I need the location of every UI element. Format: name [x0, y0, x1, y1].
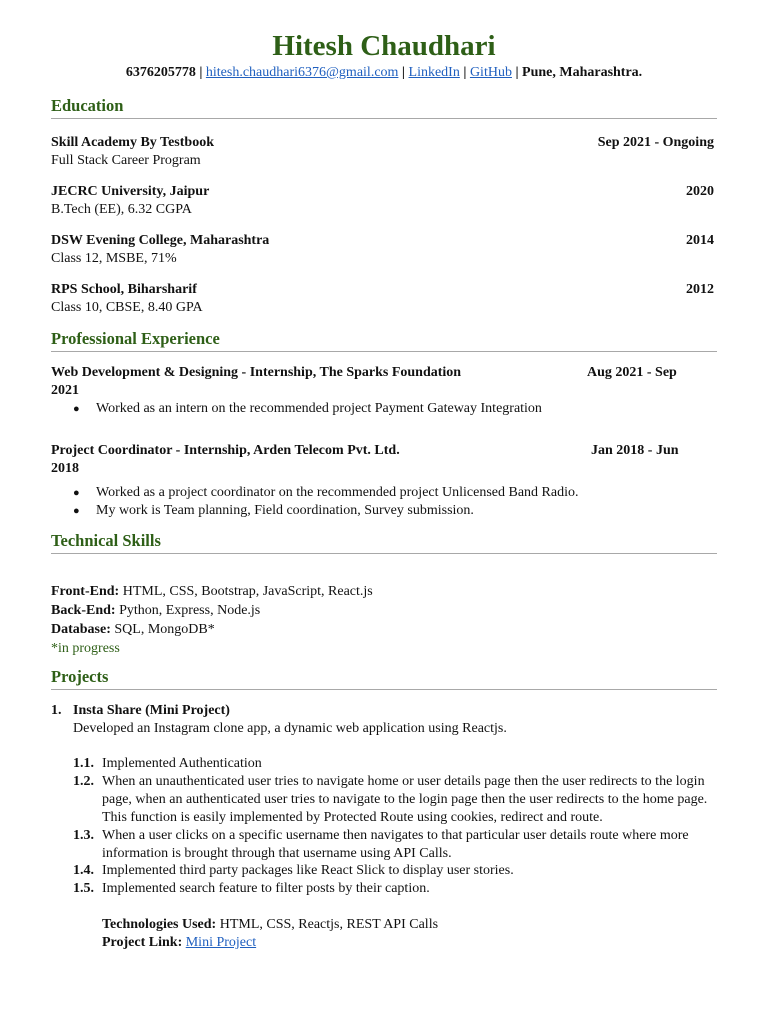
github-link[interactable]: GitHub	[469, 65, 512, 80]
education-item	[51, 232, 714, 268]
skill-label: Database:	[51, 622, 111, 637]
tech-label: Technologies Used:	[102, 917, 217, 932]
skill-value: SQL, MongoDB*	[110, 622, 215, 637]
skills-heading: Technical Skills	[51, 531, 717, 554]
education-detail: Class 12, MSBE, 71%	[51, 251, 177, 266]
bullet-text: Worked as a project coordinator on the recommended project Unlicensed Band Radio.	[96, 485, 579, 500]
education-detail: B.Tech (EE), 6.32 CGPA	[51, 202, 192, 217]
linkedin-link[interactable]: LinkedIn	[408, 65, 460, 80]
tech-value: HTML, CSS, Reactjs, REST API Calls	[216, 917, 439, 932]
contact-line	[0, 64, 768, 82]
separator: |	[459, 65, 470, 80]
education-date: Sep 2021 - Ongoing	[597, 135, 714, 150]
separator: |	[398, 65, 409, 80]
school-name: Skill Academy By Testbook	[51, 135, 214, 150]
school-name: JECRC University, Jaipur	[51, 184, 210, 199]
bullet-text: My work is Team planning, Field coordination, Survey submission.	[96, 503, 474, 518]
skill-value: Python, Express, Node.js	[115, 603, 261, 618]
skill-value: HTML, CSS, Bootstrap, JavaScript, React.js	[119, 584, 373, 599]
education-item	[51, 281, 714, 317]
education-date: 2020	[686, 184, 714, 199]
education-heading: Education	[51, 96, 717, 119]
bullet-icon: ●	[73, 505, 80, 517]
school-name: DSW Evening College, Maharashtra	[51, 233, 270, 248]
candidate-name: Hitesh Chaudhari	[272, 30, 496, 62]
project-description: Developed an Instagram clone app, a dynamic web application using Reactjs.	[73, 721, 507, 736]
experience-role: Web Development & Designing - Internship, The Sparks Foundation	[51, 365, 462, 380]
education-date: 2012	[686, 282, 714, 297]
point-number: 1.2.	[73, 774, 94, 789]
bullet-text: Worked as an intern on the recommended project Payment Gateway Integration	[96, 401, 542, 416]
phone: 6376205778	[125, 65, 196, 80]
skill-line-backend	[51, 602, 714, 620]
skill-line-frontend	[51, 583, 714, 601]
project-number: 1.	[51, 703, 62, 718]
project-link[interactable]: Mini Project	[185, 935, 257, 950]
experience-role: Project Coordinator - Internship, Arden Telecom Pvt. Ltd.	[51, 443, 400, 458]
project-link-line	[102, 934, 702, 952]
school-name: RPS School, Biharsharif	[51, 282, 197, 297]
point-number: 1.1.	[73, 756, 94, 771]
project-technologies	[102, 916, 702, 934]
projects-heading: Projects	[51, 667, 717, 690]
point-text: When a user clicks on a specific username then navigates to that particular user details route where more information is brought through that username using API Calls.	[102, 828, 689, 861]
point-number: 1.4.	[73, 863, 94, 878]
education-detail: Class 10, CBSE, 8.40 GPA	[51, 300, 203, 315]
project-item	[51, 702, 721, 736]
point-text: Implemented third party packages like React Slick to display user stories.	[102, 863, 514, 878]
skill-line-database	[51, 621, 714, 639]
bullet-icon: ●	[73, 487, 80, 499]
education-detail: Full Stack Career Program	[51, 153, 201, 168]
point-text: Implemented search feature to filter posts by their caption.	[102, 881, 430, 896]
skills-note: *in progress	[51, 641, 120, 656]
experience-date: Jan 2018 - Jun	[591, 443, 679, 458]
education-item	[51, 183, 714, 219]
email-link[interactable]: hitesh.chaudhari6376@gmail.com	[205, 65, 399, 80]
education-date: 2014	[686, 233, 714, 248]
location: | Pune, Maharashtra.	[511, 65, 643, 80]
separator: |	[195, 65, 206, 80]
project-name: Insta Share (Mini Project)	[73, 703, 230, 718]
skill-label: Front-End:	[51, 584, 120, 599]
link-label: Project Link:	[102, 935, 183, 950]
point-text: When an unauthenticated user tries to navigate home or user details page then the user redirects to the login page, when an authenticated user tries to navigate to the login page then the user redirects to the home page. This function is easily implemented by Protected Route using cookies, redirect and route.	[102, 774, 708, 825]
point-text: Implemented Authentication	[102, 756, 262, 771]
education-item	[51, 134, 714, 170]
experience-date-cont: 2018	[51, 461, 79, 476]
bullet-icon: ●	[73, 403, 80, 415]
point-number: 1.5.	[73, 881, 94, 896]
skill-label: Back-End:	[51, 603, 116, 618]
experience-heading: Professional Experience	[51, 329, 717, 352]
experience-date: Aug 2021 - Sep	[587, 365, 677, 380]
point-number: 1.3.	[73, 828, 94, 843]
experience-date-cont: 2021	[51, 383, 79, 398]
